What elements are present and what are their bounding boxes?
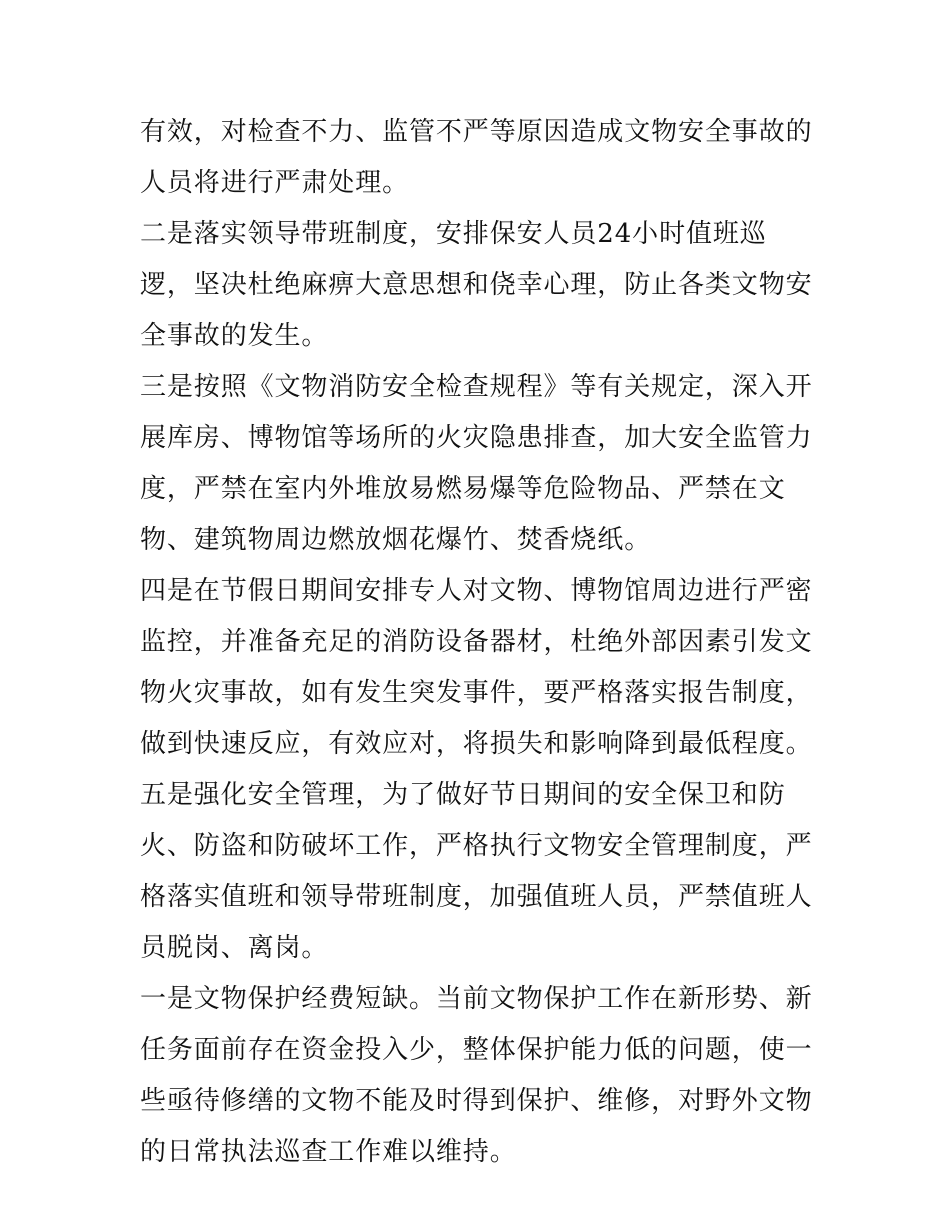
paragraph-4: 四是在节假日期间安排专人对文物、博物馆周边进行严密监控，并准备充足的消防设备器材，杜绝外部因素引发文物火灾事故，如有发生突发事件，要严格落实报告制度，做到快速反应，有效应对，将损失和影响降到最低程度。: [140, 576, 813, 759]
paragraph-2: 二是落实领导带班制度，安排保安人员24小时值班巡逻，坚决杜绝麻痹大意思想和侥幸心理，防止各类文物安全事故的发生。: [140, 219, 813, 351]
paragraph-6: 一是文物保护经费短缺。当前文物保护工作在新形势、新任务面前存在资金投入少，整体保护能力低的问题，使一些亟待修缮的文物不能及时得到保护、维修，对野外文物的日常执法巡查工作难以维持。: [140, 984, 813, 1167]
paragraph-3: 三是按照《文物消防安全检查规程》等有关规定，深入开展库房、博物馆等场所的火灾隐患排查，加大安全监管力度，严禁在室内外堆放易燃易爆等危险物品、严禁在文物、建筑物周边燃放烟花爆竹、焚香烧纸。: [140, 372, 813, 555]
paragraph-1: 有效，对检查不力、监管不严等原因造成文物安全事故的人员将进行严肃处理。: [140, 117, 813, 198]
document-body: [140, 107, 815, 1178]
paragraph-5: 五是强化安全管理，为了做好节日期间的安全保卫和防火、防盗和防破坏工作，严格执行文物安全管理制度，严格落实值班和领导带班制度，加强值班人员，严禁值班人员脱岗、离岗。: [140, 780, 813, 963]
